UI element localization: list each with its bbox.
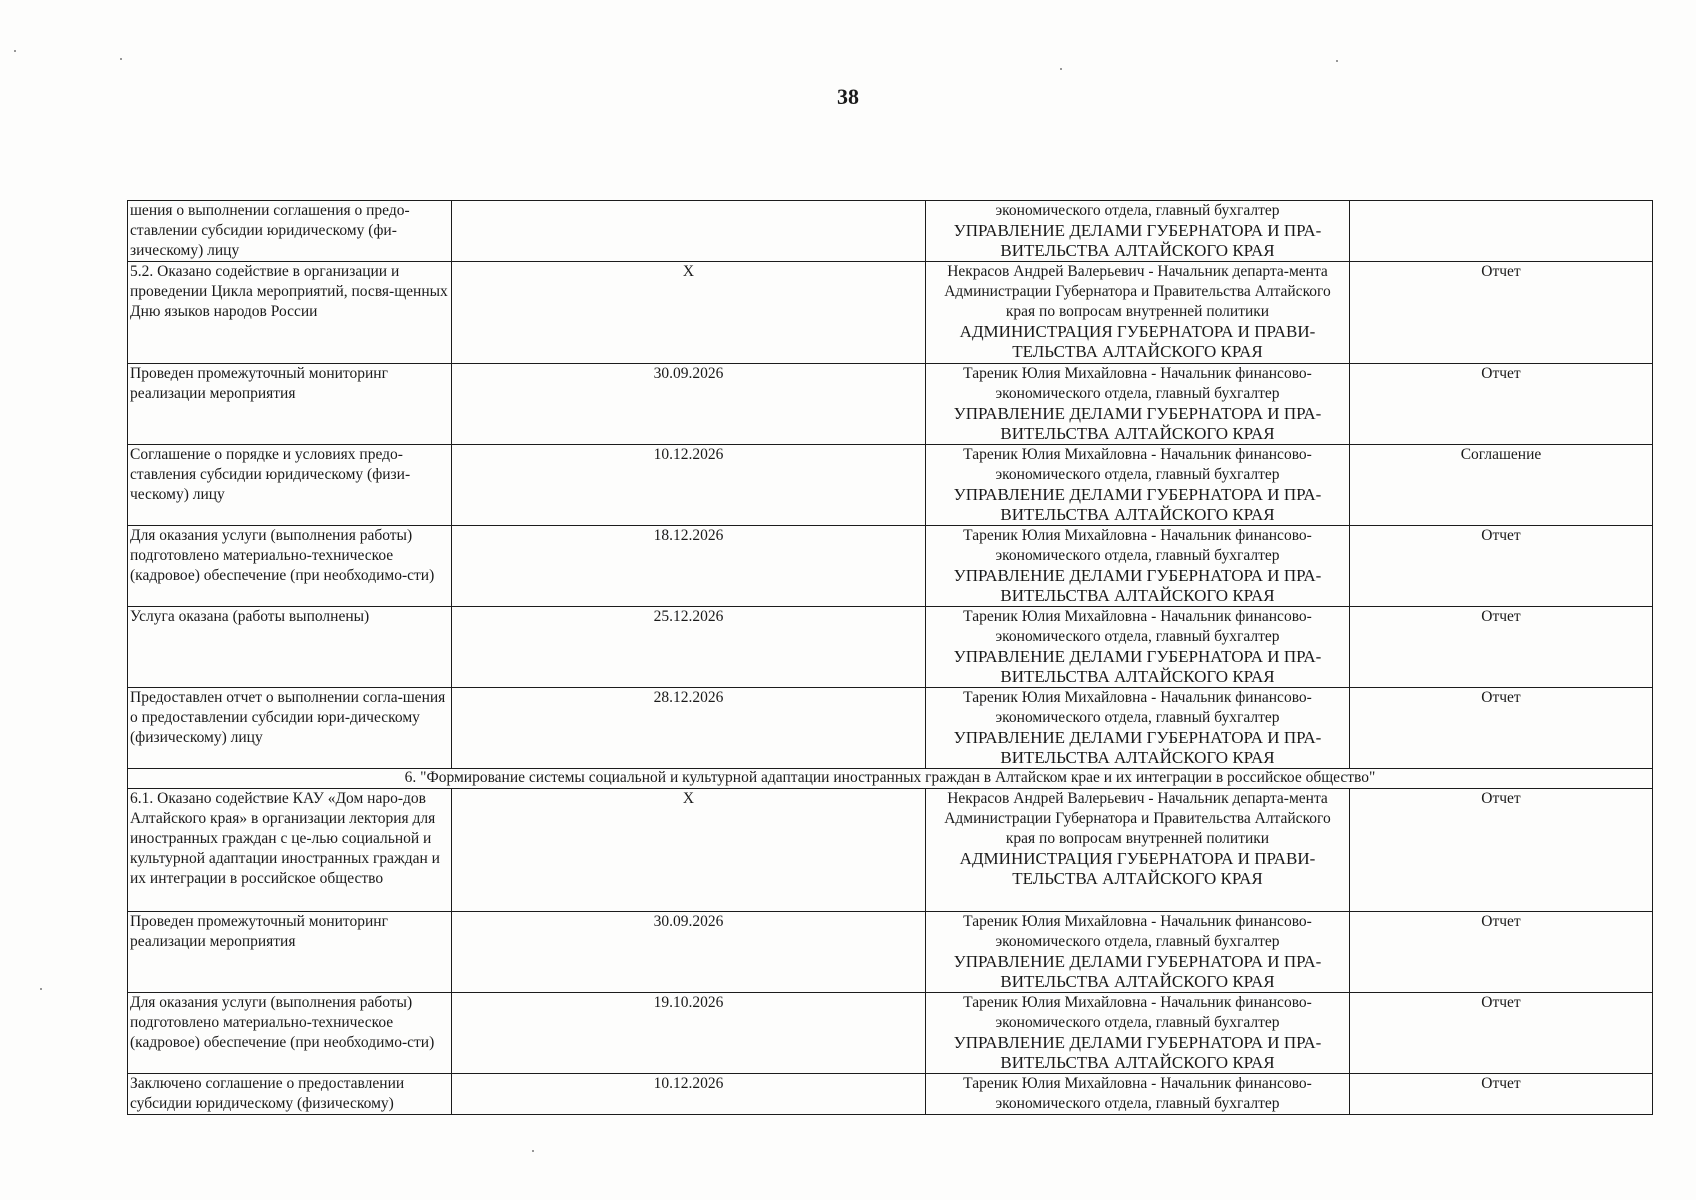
date-cell: 19.10.2026 <box>452 993 926 1074</box>
document-cell: Отчет <box>1350 688 1653 769</box>
document-cell: Отчет <box>1350 912 1653 993</box>
task-cell: шения о выполнении соглашения о предо-ставлении субсидии юридическому (фи-зическому) лицу <box>128 201 452 262</box>
document-cell: Отчет <box>1350 1074 1653 1115</box>
task-cell: 6.1. Оказано содействие КАУ «Дом наро-дов Алтайского края» в организации лектория для иностранных граждан с це-лью социальной и культурной адаптации иностранных граждан и их интеграции в российское общество <box>128 789 452 912</box>
document-cell: Отчет <box>1350 789 1653 912</box>
table-row <box>128 607 1653 688</box>
date-cell: X <box>452 262 926 364</box>
table-row <box>128 262 1653 364</box>
responsible-person: Тареник Юлия Михайловна - Начальник финансово-экономического отдела, главный бухгалтер <box>963 1075 1312 1112</box>
responsible-org: УПРАВЛЕНИЕ ДЕЛАМИ ГУБЕРНАТОРА И ПРА-ВИТЕЛЬСТВА АЛТАЙСКОГО КРАЯ <box>953 728 1322 767</box>
date-cell: 30.09.2026 <box>452 364 926 445</box>
responsible-person: Тареник Юлия Михайловна - Начальник финансово-экономического отдела, главный бухгалтер <box>963 365 1312 402</box>
table-row <box>128 1074 1653 1115</box>
date-cell: 10.12.2026 <box>452 445 926 526</box>
date-cell: 10.12.2026 <box>452 1074 926 1115</box>
responsible-cell <box>926 201 1350 262</box>
responsible-person: Некрасов Андрей Валерьевич - Начальник департа-мента Администрации Губернатора и Правительства Алтайского края по вопросам внутренней политики <box>944 263 1331 320</box>
task-cell: Услуга оказана (работы выполнены) <box>128 607 452 688</box>
responsible-org: УПРАВЛЕНИЕ ДЕЛАМИ ГУБЕРНАТОРА И ПРА-ВИТЕЛЬСТВА АЛТАЙСКОГО КРАЯ <box>953 485 1322 524</box>
responsible-cell <box>926 445 1350 526</box>
scan-speck <box>1060 68 1062 70</box>
responsible-org: УПРАВЛЕНИЕ ДЕЛАМИ ГУБЕРНАТОРА И ПРА-ВИТЕЛЬСТВА АЛТАЙСКОГО КРАЯ <box>953 647 1322 686</box>
task-cell: 5.2. Оказано содействие в организации и проведении Цикла мероприятий, посвя-щенных Дню языков народов России <box>128 262 452 364</box>
responsible-person: Тареник Юлия Михайловна - Начальник финансово-экономического отдела, главный бухгалтер <box>963 689 1312 726</box>
scan-speck <box>40 988 42 990</box>
date-cell: 18.12.2026 <box>452 526 926 607</box>
page-number: 38 <box>837 84 859 109</box>
table-row <box>128 364 1653 445</box>
responsible-cell <box>926 993 1350 1074</box>
date-cell: X <box>452 789 926 912</box>
scan-speck <box>1336 60 1338 62</box>
responsible-person: Тареник Юлия Михайловна - Начальник финансово-экономического отдела, главный бухгалтер <box>963 994 1312 1031</box>
date-cell: 28.12.2026 <box>452 688 926 769</box>
scan-speck <box>532 1150 534 1152</box>
responsible-person: Тареник Юлия Михайловна - Начальник финансово-экономического отдела, главный бухгалтер <box>963 446 1312 483</box>
responsible-person: Некрасов Андрей Валерьевич - Начальник департа-мента Администрации Губернатора и Правительства Алтайского края по вопросам внутренней политики <box>944 790 1331 847</box>
task-cell: Проведен промежуточный мониторинг реализации мероприятия <box>128 364 452 445</box>
responsible-person: Тареник Юлия Михайловна - Начальник финансово-экономического отдела, главный бухгалтер <box>963 608 1312 645</box>
date-cell: 25.12.2026 <box>452 607 926 688</box>
document-cell: Отчет <box>1350 364 1653 445</box>
responsible-cell <box>926 526 1350 607</box>
responsible-person: Тареник Юлия Михайловна - Начальник финансово-экономического отдела, главный бухгалтер <box>963 527 1312 564</box>
responsible-org: УПРАВЛЕНИЕ ДЕЛАМИ ГУБЕРНАТОРА И ПРА-ВИТЕЛЬСТВА АЛТАЙСКОГО КРАЯ <box>953 952 1322 991</box>
responsible-org: УПРАВЛЕНИЕ ДЕЛАМИ ГУБЕРНАТОРА И ПРА-ВИТЕЛЬСТВА АЛТАЙСКОГО КРАЯ <box>953 566 1322 605</box>
date-cell: 30.09.2026 <box>452 912 926 993</box>
responsible-org: АДМИНИСТРАЦИЯ ГУБЕРНАТОРА И ПРАВИ-ТЕЛЬСТВА АЛТАЙСКОГО КРАЯ <box>959 322 1316 361</box>
section-row <box>128 769 1653 789</box>
document-cell <box>1350 201 1653 262</box>
responsible-cell <box>926 364 1350 445</box>
document-cell: Соглашение <box>1350 445 1653 526</box>
responsible-cell <box>926 1074 1350 1115</box>
table-row <box>128 993 1653 1074</box>
task-cell: Заключено соглашение о предоставлении субсидии юридическому (физическому) <box>128 1074 452 1115</box>
table-row <box>128 688 1653 769</box>
task-cell: Проведен промежуточный мониторинг реализации мероприятия <box>128 912 452 993</box>
responsible-cell <box>926 688 1350 769</box>
responsible-person: экономического отдела, главный бухгалтер <box>995 202 1280 219</box>
scan-speck <box>120 58 122 60</box>
table-row <box>128 526 1653 607</box>
responsible-cell <box>926 912 1350 993</box>
date-cell <box>452 201 926 262</box>
document-cell: Отчет <box>1350 607 1653 688</box>
task-cell: Для оказания услуги (выполнения работы) подготовлено материально-техническое (кадровое) обеспечение (при необходимо-сти) <box>128 993 452 1074</box>
task-cell: Предоставлен отчет о выполнении согла-шения о предоставлении субсидии юри-дическому (физическому) лицу <box>128 688 452 769</box>
table-row <box>128 201 1653 262</box>
task-cell: Для оказания услуги (выполнения работы) подготовлено материально-техническое (кадровое) обеспечение (при необходимо-сти) <box>128 526 452 607</box>
document-cell: Отчет <box>1350 526 1653 607</box>
table-row <box>128 789 1653 912</box>
responsible-org: УПРАВЛЕНИЕ ДЕЛАМИ ГУБЕРНАТОРА И ПРА-ВИТЕЛЬСТВА АЛТАЙСКОГО КРАЯ <box>953 1033 1322 1072</box>
document-cell: Отчет <box>1350 262 1653 364</box>
document-cell: Отчет <box>1350 993 1653 1074</box>
responsible-person: Тареник Юлия Михайловна - Начальник финансово-экономического отдела, главный бухгалтер <box>963 913 1312 950</box>
task-cell: Соглашение о порядке и условиях предо-ставления субсидии юридическому (физи-ческому) лицу <box>128 445 452 526</box>
table-row <box>128 912 1653 993</box>
responsible-org: УПРАВЛЕНИЕ ДЕЛАМИ ГУБЕРНАТОРА И ПРА-ВИТЕЛЬСТВА АЛТАЙСКОГО КРАЯ <box>953 221 1322 260</box>
plan-table <box>127 200 1653 1115</box>
responsible-cell <box>926 789 1350 912</box>
section-title: 6. "Формирование системы социальной и культурной адаптации иностранных граждан в Алтайском крае и их интеграции в российское общество" <box>128 769 1653 789</box>
responsible-cell <box>926 607 1350 688</box>
responsible-cell <box>926 262 1350 364</box>
responsible-org: АДМИНИСТРАЦИЯ ГУБЕРНАТОРА И ПРАВИ-ТЕЛЬСТВА АЛТАЙСКОГО КРАЯ <box>959 849 1316 888</box>
table-row <box>128 445 1653 526</box>
responsible-org: УПРАВЛЕНИЕ ДЕЛАМИ ГУБЕРНАТОРА И ПРА-ВИТЕЛЬСТВА АЛТАЙСКОГО КРАЯ <box>953 404 1322 443</box>
scan-speck <box>14 50 16 52</box>
